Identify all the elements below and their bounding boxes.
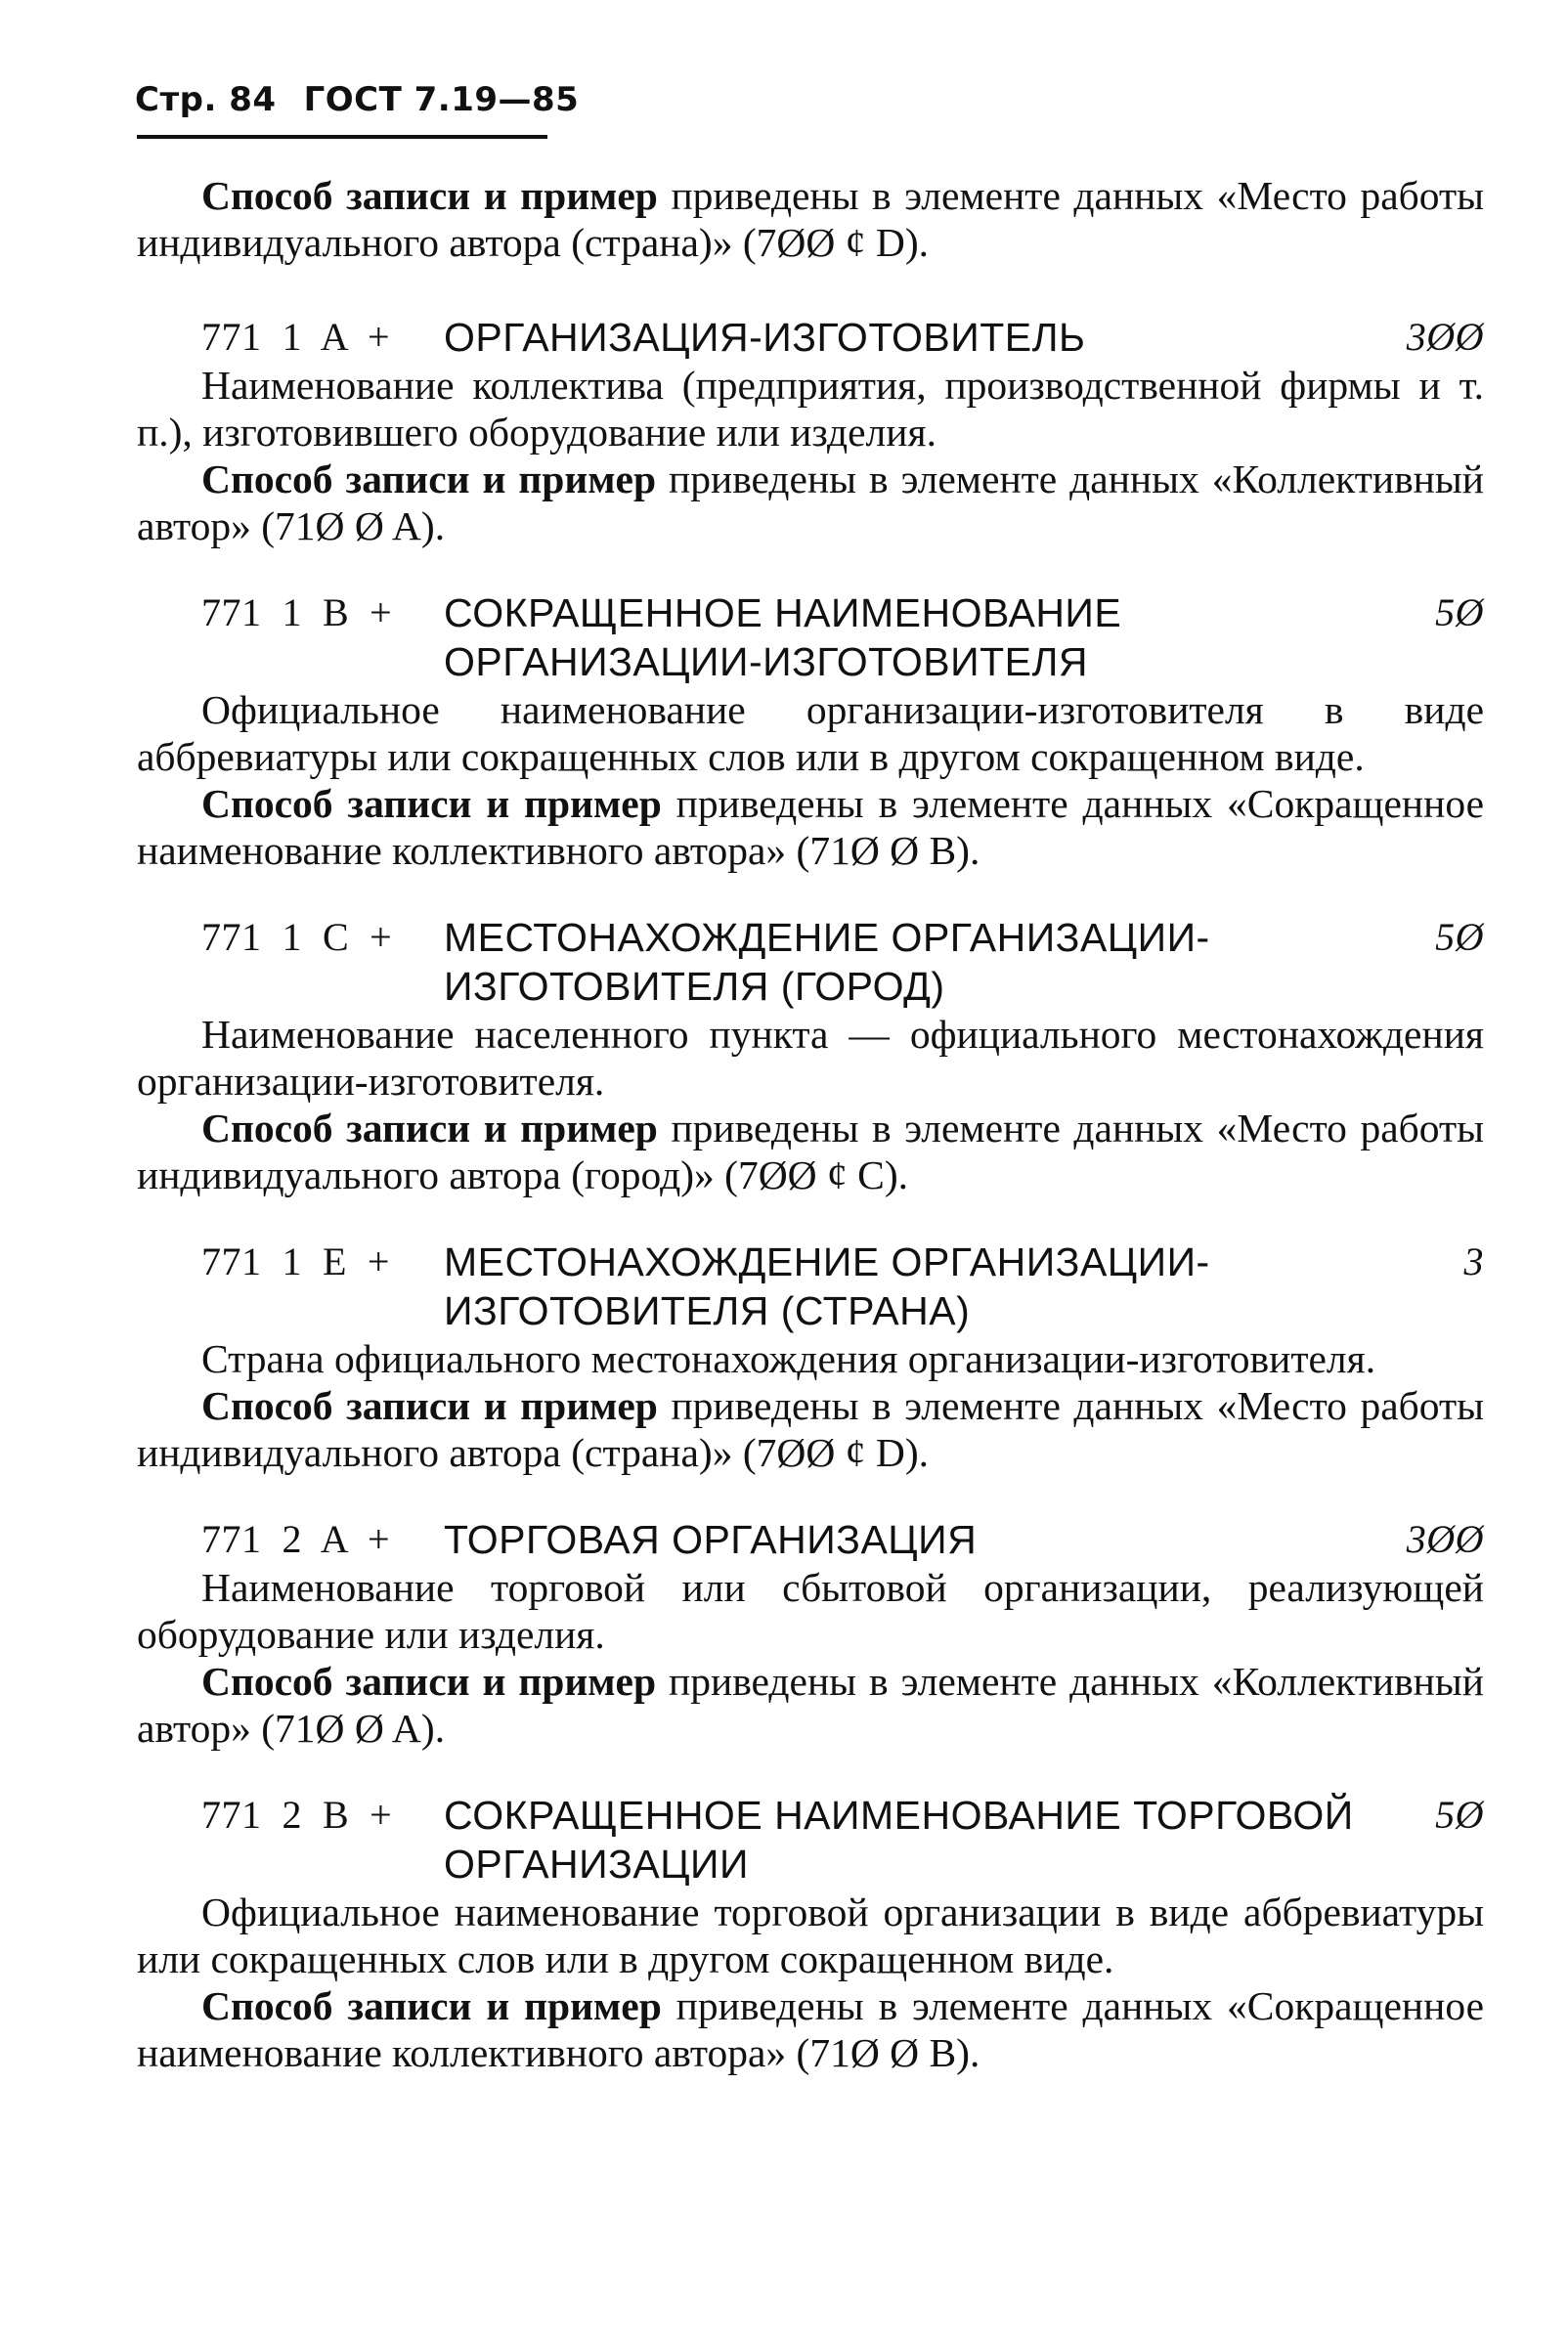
entry-length: 5Ø xyxy=(1435,1793,1484,1837)
method-text: приведены в элементе данных «Коллективный автор» (71Ø Ø A). xyxy=(137,1659,1484,1751)
method-label: Способ записи и пример xyxy=(201,1983,662,2028)
entry-title-row xyxy=(137,913,1484,1011)
entry-code: 771 1 B + xyxy=(201,590,393,634)
method-text: приведены в элементе данных «Место работы индивидуального автора (город)» (7ØØ ¢ C). xyxy=(137,1106,1484,1197)
entry-title-row xyxy=(137,1238,1484,1335)
entry-method xyxy=(137,1382,1484,1476)
method-label: Способ записи и пример xyxy=(201,456,657,501)
entry-length: 3ØØ xyxy=(1406,1517,1484,1561)
entry-title: МЕСТОНАХОЖДЕНИЕ ОРГАНИЗАЦИИ-ИЗГОТОВИТЕЛЯ (ГОРОД) xyxy=(444,915,1210,1009)
entry-length: 3ØØ xyxy=(1406,315,1484,359)
method-text: приведены в элементе данных «Сокращенное наименование коллективного автора» (71Ø Ø B). xyxy=(137,781,1484,873)
entry-code: 771 1 A + xyxy=(201,315,391,359)
method-label: Способ записи и пример xyxy=(201,1659,657,1704)
entry-code: 771 2 B + xyxy=(201,1793,393,1837)
entry-title-row xyxy=(137,588,1484,686)
entry-title: ОРГАНИЗАЦИЯ-ИЗГОТОВИТЕЛЬ xyxy=(444,315,1086,360)
entry-method xyxy=(137,780,1484,874)
entry-title-row xyxy=(137,1791,1484,1889)
method-label: Способ записи и пример xyxy=(201,781,662,826)
entry-code: 771 2 A + xyxy=(201,1517,391,1561)
method-text: приведены в элементе данных «Коллективный автор» (71Ø Ø A). xyxy=(137,456,1484,548)
entry-title-row xyxy=(137,1515,1484,1564)
entry-method xyxy=(137,1658,1484,1752)
document-body xyxy=(137,172,1484,2076)
page-header xyxy=(135,80,579,119)
standard-designation: ГОСТ 7.19—85 xyxy=(303,80,580,119)
page-number: Стр. 84 xyxy=(135,80,277,119)
entry-code: 771 1 E + xyxy=(201,1239,390,1283)
entry-method xyxy=(137,456,1484,549)
data-element-entry xyxy=(137,1791,1484,2076)
entry-description: Официальное наименование торговой организации в виде аббревиатуры или сокращенных слов или в другом сокращенном виде. xyxy=(137,1889,1484,1981)
method-label: Способ записи и пример xyxy=(201,1106,658,1151)
entry-description: Наименование коллектива (предприятия, производственной фирмы и т. п.), изготовившего оборудование или изделия. xyxy=(137,363,1484,455)
data-element-entry xyxy=(137,1238,1484,1476)
entry-length: 3 xyxy=(1463,1239,1484,1283)
data-element-entry xyxy=(137,313,1484,549)
entry-length: 5Ø xyxy=(1435,915,1484,959)
data-element-entry xyxy=(137,1515,1484,1752)
data-element-entry xyxy=(137,913,1484,1198)
method-label: Способ записи и пример xyxy=(201,1383,658,1428)
entry-method xyxy=(137,1982,1484,2076)
entry-title: СОКРАЩЕННОЕ НАИМЕНОВАНИЕ ТОРГОВОЙ ОРГАНИЗАЦИИ xyxy=(444,1793,1354,1887)
header-rule xyxy=(137,135,547,139)
intro-method-paragraph xyxy=(137,172,1484,266)
data-element-entry xyxy=(137,588,1484,874)
entry-title: МЕСТОНАХОЖДЕНИЕ ОРГАНИЗАЦИИ-ИЗГОТОВИТЕЛЯ (СТРАНА) xyxy=(444,1239,1210,1333)
method-text: приведены в элементе данных «Место работы индивидуального автора (страна)» (7ØØ ¢ D). xyxy=(137,173,1484,265)
entry-title: СОКРАЩЕННОЕ НАИМЕНОВАНИЕ ОРГАНИЗАЦИИ-ИЗГОТОВИТЕЛЯ xyxy=(444,590,1122,684)
entry-length: 5Ø xyxy=(1435,590,1484,634)
method-label: Способ записи и пример xyxy=(201,173,658,218)
entry-description: Наименование торговой или сбытовой организации, реализующей оборудование или изделия. xyxy=(137,1565,1484,1657)
method-text: приведены в элементе данных «Сокращенное наименование коллективного автора» (71Ø Ø B). xyxy=(137,1983,1484,2075)
entry-description: Официальное наименование организации-изготовителя в виде аббревиатуры или сокращенных слов или в другом сокращенном виде. xyxy=(137,687,1484,779)
entry-description: Страна официального местонахождения организации-изготовителя. xyxy=(201,1336,1376,1381)
entry-description: Наименование населенного пункта — официального местонахождения организации-изготовителя. xyxy=(137,1012,1484,1104)
entry-method xyxy=(137,1105,1484,1198)
entry-code: 771 1 C + xyxy=(201,915,393,959)
entry-title-row xyxy=(137,313,1484,362)
entry-title: ТОРГОВАЯ ОРГАНИЗАЦИЯ xyxy=(444,1517,978,1562)
method-text: приведены в элементе данных «Место работы индивидуального автора (страна)» (7ØØ ¢ D). xyxy=(137,1383,1484,1475)
